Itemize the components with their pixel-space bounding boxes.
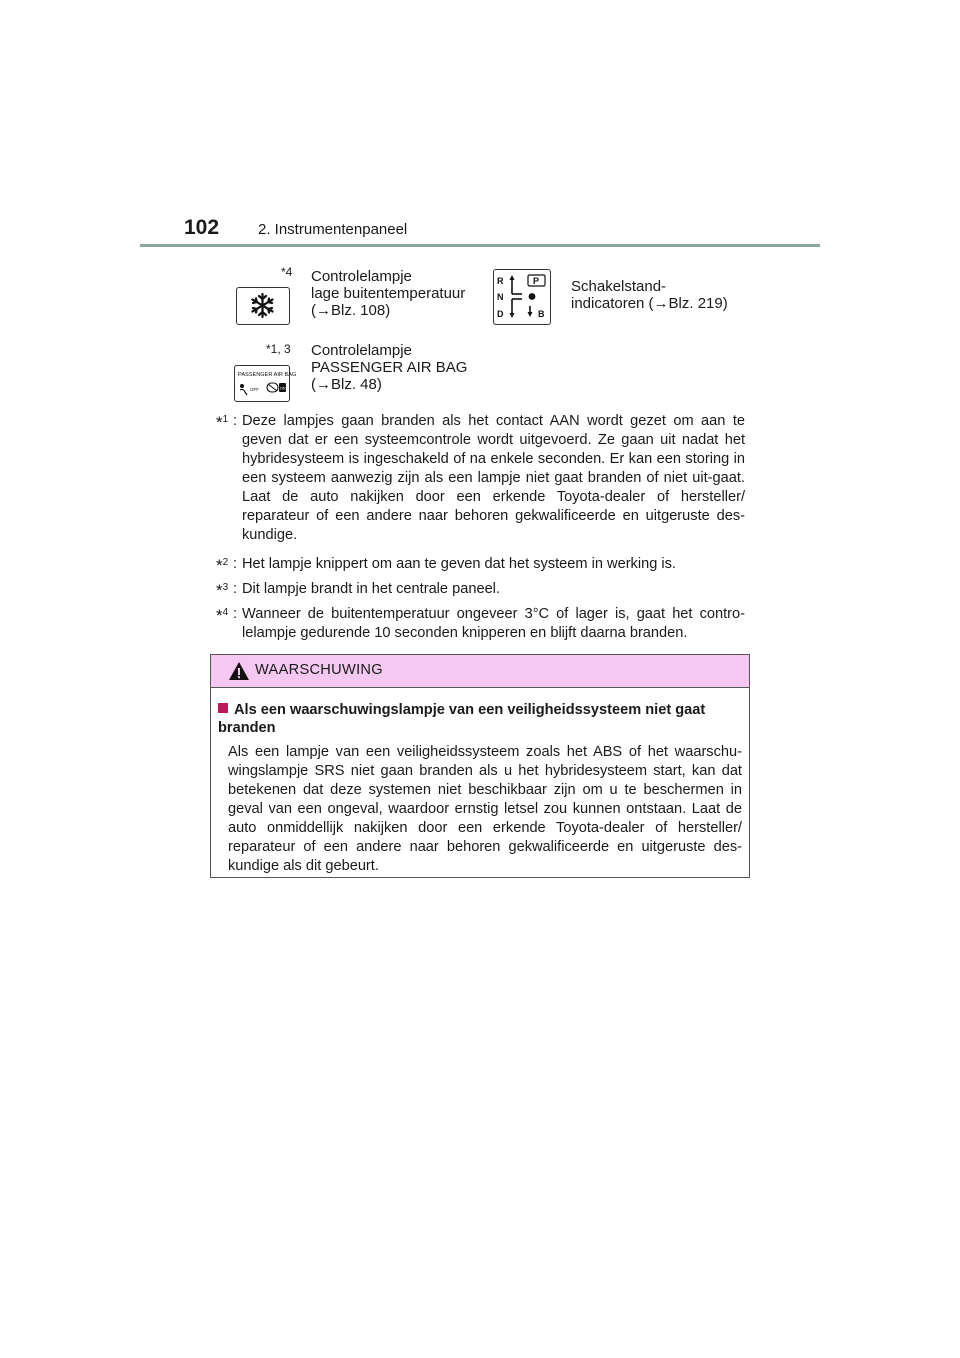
lamp-line: lage buitentemperatuur [311,285,466,302]
footnote-2: *$^2$ : Het lampje knippert om aan te geven dat het systeem in werking is. [216,555,745,574]
shift-letter-p: P [533,276,540,286]
lamp-line: Controlelampje [311,268,412,285]
lamp-line: (→Blz. 108) [311,302,391,319]
footnote-4: *$^4$ : Wanneer de buitentemperatuur ongeveer 3°C of lager is, gaat het contro-lelampje gedurende 10 seconden knipperen en blijft daarna branden. [216,605,745,643]
footnote-mark: *$^1$ [216,413,229,432]
footnote-1: *$^1$ : Deze lampjes gaan branden als het contact AAN wordt gezet om aan te geven dat er een systeemcontrole wordt uitgevoerd. Ze gaan uit nadat het hybridesysteem is ingeschakeld of na enkele seconden. Er kan een storing in een systeem aanwezig zijn als een lampje niet gaat branden of niet uit-gaat. Laat de auto nakijken door een erkende Toyota-dealer of hersteller/ reparateur of een andere naar behoren gekwalificeerde en uitgeruste des-kundige. [216,412,745,545]
snowflake-icon [236,287,290,325]
passenger-airbag-icon [234,365,297,402]
shift-letter-r: R [497,276,504,286]
airbag-on-label: ON [279,385,286,391]
lamp-desc-airbag [311,342,467,393]
footnote-3: *$^3$ : Dit lampje brandt in het centrale paneel. [216,580,745,599]
shift-letter-d: D [497,309,504,319]
shift-letter-b: B [538,309,545,319]
lamp-desc-shift [571,278,728,312]
footnote-mark: *$^2$ [216,556,229,575]
footnote-mark: *$^3$ [216,581,229,600]
page-header [140,216,820,246]
lamp-line: Controlelampje [311,342,412,359]
shift-letter-n: N [497,292,504,302]
footnote-text: Dit lampje brandt in het centrale paneel. [242,581,500,597]
lamp-line: (→Blz. 48) [311,376,382,393]
lamp-line: PASSENGER AIR BAG [311,359,468,376]
airbag-label: PASSENGER AIR BAG [238,372,297,378]
warning-body: Als een lampje van een veiligheidssysteem zoals het ABS of het waarschu-wingslampje SRS niet gaan branden als u het hybridesysteem start, kan dat betekenen dat deze systemen niet beschikbaar zijn om u te beschermen in geval van een ongeval, waardoor ernstig letsel zou kunnen ontstaan. Laat de auto onmiddellijk nakijken door een erkende Toyota-dealer of hersteller/ reparateur of een andere naar behoren gekwalificeerde en uitgeruste des-kundige als dit gebeurt. [228,744,742,874]
header-rule [140,244,820,247]
warning-box [210,654,750,878]
lamp-desc-outside-temp [311,268,465,319]
footnote-text: Wanneer de buitentemperatuur ongeveer 3°C of lager is, gaat het contro-lelampje gedurende 10 seconden knipperen en blijft daarna branden. [242,606,745,641]
lamp-line: indicatoren (→Blz. 219) [571,295,728,312]
bullet-square-icon [218,703,228,713]
footnote-text: Het lampje knippert om aan te geven dat het systeem in werking is. [242,556,676,572]
warning-heading: Als een waarschuwingslampje van een veiligheidssysteem niet gaat branden [218,702,706,736]
footnote-text: Deze lampjes gaan branden als het contact AAN wordt gezet om aan te geven dat er een systeemcontrole wordt uitgevoerd. Ze gaan uit nadat het hybridesysteem is ingeschakeld of na enkele seconden. Er kan een storing in een systeem aanwezig zijn als een lampje niet gaat branden of niet uit-gaat. Laat de auto nakijken door een erkende Toyota-dealer of hersteller/ reparateur of een andere naar behoren gekwalificeerde en uitgeruste des-kundige. [242,413,745,543]
warning-title: WAARSCHUWING [255,662,383,678]
warning-triangle-icon [228,661,250,681]
lamp-note-1: *4 [281,265,293,279]
airbag-off-label: OFF [250,387,259,392]
lamp-note-3: *1, 3 [266,342,291,356]
shift-position-icon [493,269,551,325]
footnote-mark: *$^4$ [216,606,229,625]
lamp-line: Schakelstand- [571,278,667,295]
section-title: 2. Instrumentenpaneel [258,221,408,238]
warning-header [211,655,749,688]
page-number: 102 [184,216,220,239]
